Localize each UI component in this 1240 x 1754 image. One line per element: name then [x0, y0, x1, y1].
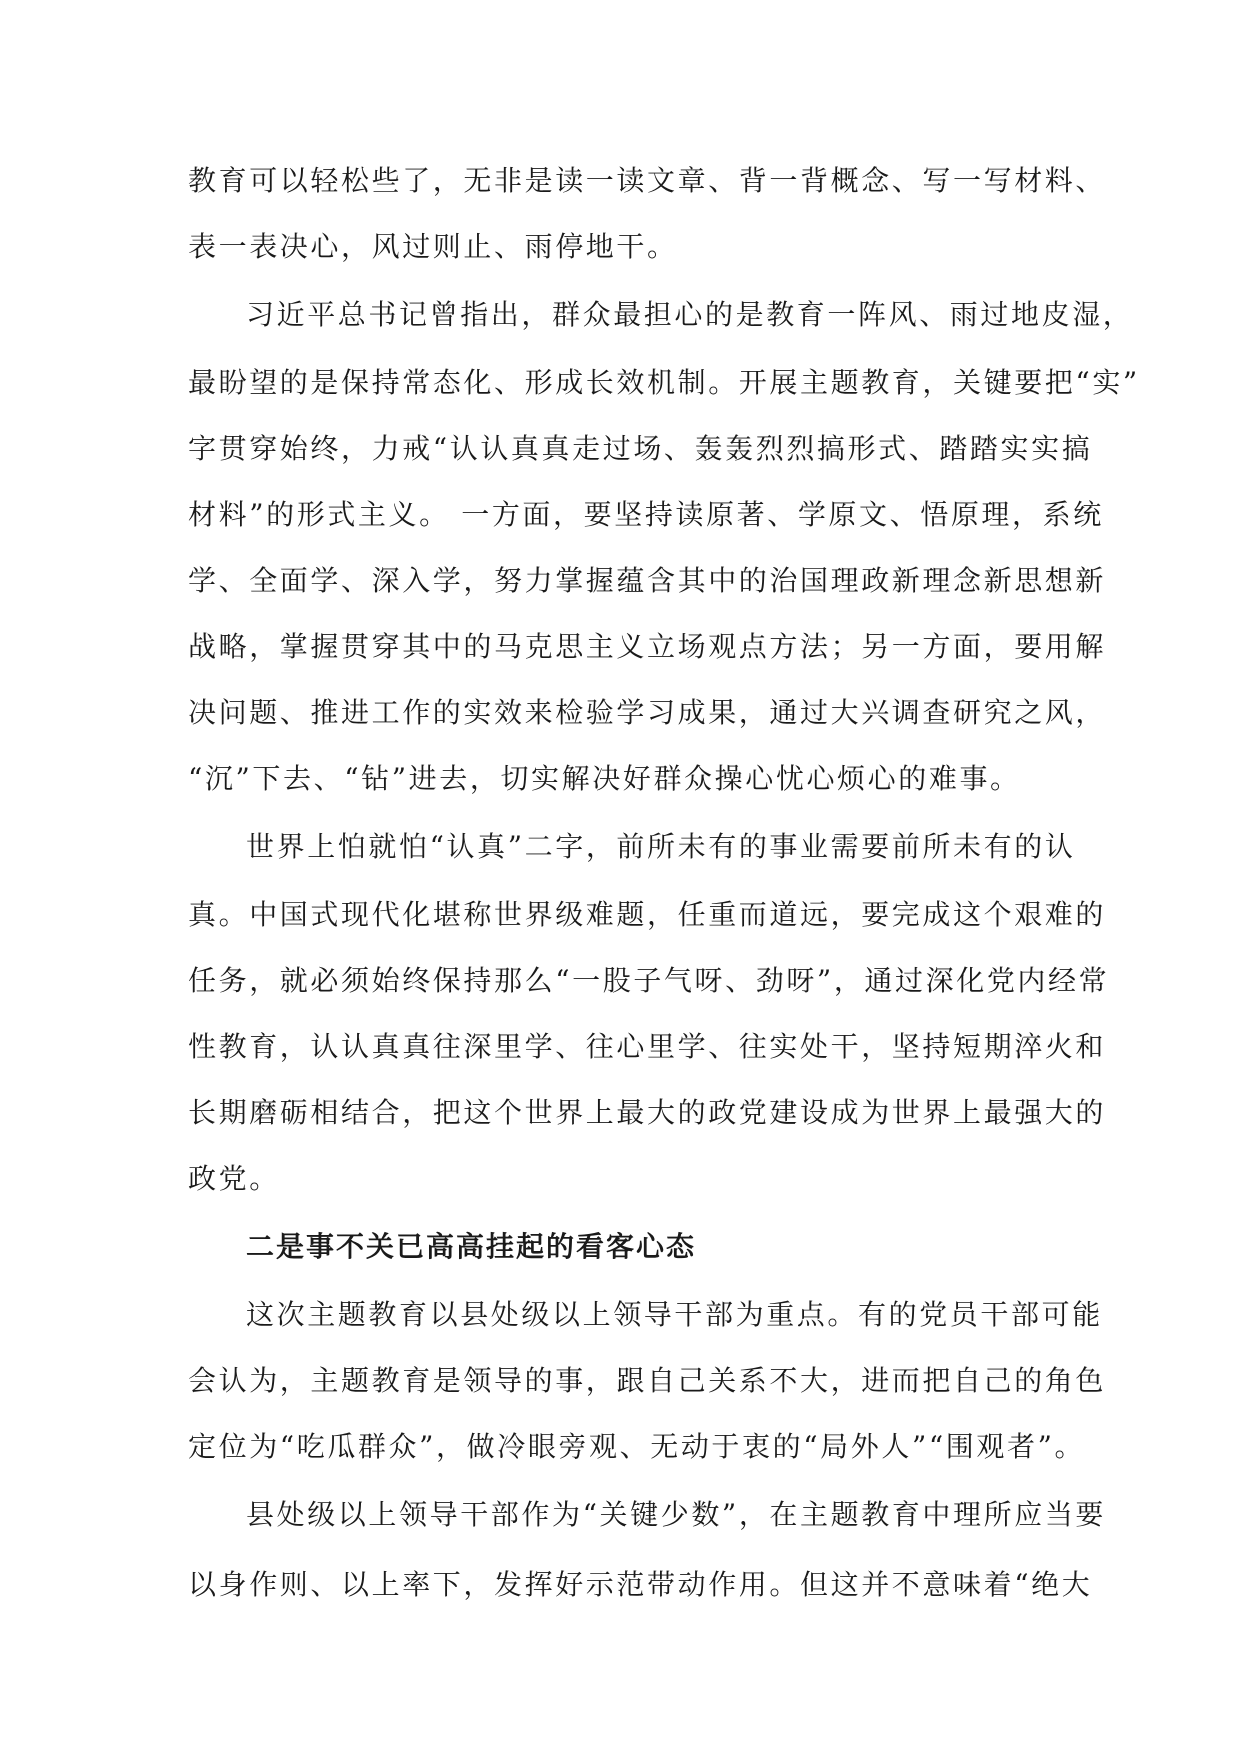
text-line: 县处级以上领导干部作为“关键少数”，在主题教育中理所应当要	[246, 1498, 1107, 1531]
document-body	[188, 148, 1140, 1620]
text-line: 最盼望的是保持常态化、形成长效机制。开展主题教育，关键要把“实”	[188, 366, 1140, 399]
paragraph	[188, 1282, 1107, 1480]
paragraph	[188, 148, 1107, 280]
text-line: 定位为“吃瓜群众”，做冷眼旁观、无动于衷的“局外人”“围观者”。	[188, 1430, 1086, 1463]
paragraph	[188, 280, 1140, 812]
text-line: 会认为，主题教育是领导的事，跟自己关系不大，进而把自己的角色	[188, 1364, 1107, 1397]
text-line: 战略，掌握贯穿其中的马克思主义立场观点方法；另一方面，要用解	[188, 630, 1107, 663]
text-line: 这次主题教育以县处级以上领导干部为重点。有的党员干部可能	[246, 1298, 1103, 1331]
text-line: 真。中国式现代化堪称世界级难题，任重而道远，要完成这个艰难的	[188, 898, 1107, 931]
text-line: 决问题、推进工作的实效来检验学习成果，通过大兴调查研究之风，	[188, 696, 1107, 729]
text-line: 表一表决心，风过则止、雨停地干。	[188, 230, 678, 263]
paragraph	[188, 812, 1110, 1212]
text-line: 长期磨砺相结合，把这个世界上最大的政党建设成为世界上最强大的	[188, 1096, 1107, 1129]
paragraph	[188, 1480, 1107, 1620]
text-line: 世界上怕就怕“认真”二字，前所未有的事业需要前所未有的认	[246, 830, 1076, 863]
text-line: 政党。	[188, 1162, 280, 1195]
section-heading: 二是事不关已高高挂起的看客心态	[246, 1230, 697, 1263]
text-line: 以身作则、以上率下，发挥好示范带动作用。但这并不意味着“绝大	[188, 1568, 1093, 1601]
text-line: 习近平总书记曾指出，群众最担心的是教育一阵风、雨过地皮湿，	[246, 298, 1134, 331]
text-line: 字贯穿始终，力戒“认认真真走过场、轰轰烈烈搞形式、踏踏实实搞	[188, 432, 1093, 465]
text-line: 教育可以轻松些了，无非是读一读文章、背一背概念、写一写材料、	[188, 164, 1107, 197]
text-line: 性教育，认认真真往深里学、往心里学、往实处干，坚持短期淬火和	[188, 1030, 1107, 1063]
text-line: 任务，就必须始终保持那么“一股子气呀、劲呀”，通过深化党内经常	[188, 964, 1110, 997]
text-line: 学、全面学、深入学，努力掌握蕴含其中的治国理政新理念新思想新	[188, 564, 1107, 597]
text-line: 材料”的形式主义。 一方面，要坚持读原著、学原文、悟原理，系统	[188, 498, 1104, 531]
text-line: “沉”下去、“钻”进去，切实解决好群众操心忧心烦心的难事。	[188, 762, 1021, 795]
